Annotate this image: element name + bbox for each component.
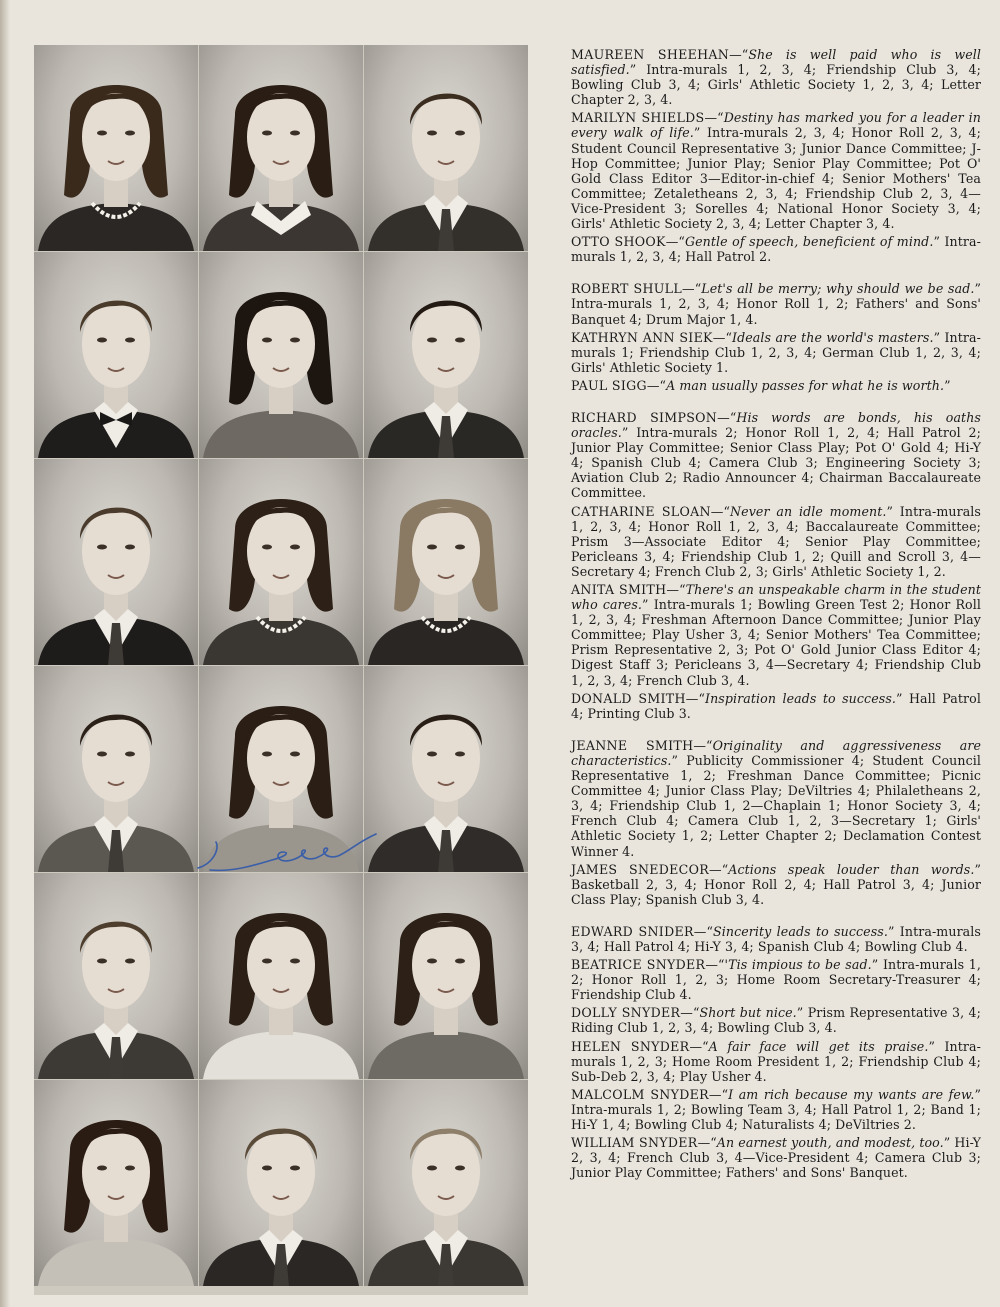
student-quote: There's an unspeakable charm in the student who cares. [571, 582, 981, 613]
student-quote: She is well paid who is well satisfied. [571, 47, 982, 78]
student-quote: Ideals are the world's masters. [732, 329, 934, 345]
student-activities: Intra-murals 2; Honor Roll 1, 2, 4; Hall Patrol 2; Junior Play Committee; Senior Class Play; Pot O' Gold 4; Hi-Y 4; Spanish Club 4; Camera Club 3; Engineering Society 3; Aviation Club 2; Radio Announcer 4; Chairman Baccalaureate Committee. [571, 425, 981, 501]
student-quote: Inspiration leads to success. [705, 690, 896, 706]
student-name: ROBERT SHULL [571, 281, 683, 297]
student-activities: Intra-murals 1; Friendship Club 1, 2, 3, 4; German Club 1, 2, 3, 4; Girls' Athletic Society 1. [571, 329, 981, 375]
female-portrait [34, 1080, 198, 1286]
male-portrait [34, 873, 198, 1079]
student-activities: Basketball 2, 3, 4; Honor Roll 2, 4; Hall Patrol 3, 4; Junior Class Play; Spanish Club 3, 4. [571, 876, 981, 907]
senior-entry: WILLIAM SNYDER—“An earnest youth, and modest, too.” Hi-Y 2, 3, 4; French Club 3, 4—Vice-President 4; Camera Club 3; Junior Play Committee; Fathers' and Sons' Banquet. [571, 1135, 981, 1181]
male-portrait [34, 252, 198, 458]
senior-entry: JAMES SNEDECOR—“Actions speak louder than words.” Basketball 2, 3, 4; Honor Roll 2, 4; Hall Patrol 3, 4; Junior Class Play; Spanish Club 3, 4. [571, 861, 981, 907]
student-name: MAUREEN SHEEHAN [571, 47, 730, 62]
student-quote: I am rich because my wants are few. [728, 1086, 975, 1102]
student-activities: Intra-murals 1; Bowling Green Test 2; Honor Roll 1, 2, 3, 4; Freshman Afternoon Dance Committee; Junior Play Committee; Play Usher 3, 4; Senior Mothers' Tea Committee; Prism Representative 2, 3; Pot O' Gold Junior Class Editor 4; Digest Staff 3; Pericleans 3, 4—Secretary 4; Friendship Club 1, 2, 3, 4; French Club 3, 4. [571, 597, 981, 688]
senior-entry: MARILYN SHIELDS—“Destiny has marked you for a leader in every walk of life.” Intra-murals 2, 3, 4; Honor Roll 2, 3, 4; Student Council Representative 3; Junior Dance Committee; J-Hop Committee; Junior Play; Senior Play Committee; Pot O' Gold Class Editor 3—Editor-in-chief 4; Senior Mothers' Tea Committee; Zetaletheans 2, 3, 4; Friendship Club 2, 3, 4—Vice-President 3; Sorelles 4; National Honor Society 3, 4; Girls' Athletic Society 2, 3, 4; Letter Chapter 3, 4. [571, 110, 981, 232]
student-quote: Actions speak louder than words. [728, 861, 975, 877]
male-portrait [364, 666, 528, 872]
student-activities: Intra-murals 1, 2, 3, 4; Hall Patrol 2. [571, 234, 981, 265]
student-name: MARILYN SHIELDS [571, 110, 705, 126]
female-portrait [199, 252, 363, 458]
male-portrait [34, 459, 198, 665]
senior-entry: JEANNE SMITH—“Originality and aggressiveness are characteristics.” Publicity Commissioner 4; Student Council Representative 1, 2; Freshman Dance Committee; Picnic Committee 4; Junior Class Play; DeViltries 4; Philaletheans 2, 3, 4; Friendship Club 1, 2—Chaplain 1; Honor Society 3, 4; French Club 4; Camera Club 1, 2, 3—Secretary 1; Girls' Athletic Society 1, 2; Letter Chapter 2; Declamation Contest Winner 4. [571, 737, 981, 859]
female-portrait [364, 459, 528, 665]
student-activities: Intra-murals 1, 2; Bowling Team 3, 4; Hall Patrol 1, 2; Band 1; Hi-Y 1, 4; Bowling Club 4; Naturalists 4; DeViltries 2. [571, 1101, 981, 1132]
student-activities: Publicity Commissioner 4; Student Council Representative 1, 2; Freshman Dance Committee; Picnic Committee 4; Junior Class Play; DeViltries 4; Philaletheans 2, 3, 4; Friendship Club 1, 2—Chaplain 1; Honor Society 3, 4; French Club 4; Camera Club 1, 2, 3—Secretary 1; Girls' Athletic Society 1, 2; Letter Chapter 2; Declamation Contest Winner 4. [571, 752, 981, 859]
male-portrait [364, 1080, 528, 1286]
senior-entry: ROBERT SHULL—“Let's all be merry; why should we be sad.” Intra-murals 1, 2, 3, 4; Honor Roll 1, 2; Fathers' and Sons' Banquet 4; Drum Major 1, 4. [571, 281, 982, 327]
page-binding-edge [0, 0, 10, 1307]
student-quote: 'Tis impious to be sad. [724, 957, 872, 973]
student-name: KATHRYN ANN SIEK [571, 329, 713, 345]
senior-entries-column [571, 47, 981, 1183]
student-quote: His words are bonds, his oaths oracles. [571, 409, 981, 441]
portrait-grid [34, 45, 528, 1295]
senior-entry: HELEN SNYDER—“A fair face will get its praise.” Intra-murals 1, 2, 3; Home Room President 1, 2; Friendship Club 4; Sub-Deb 2, 3, 4; Play Usher 4. [571, 1038, 981, 1084]
student-name: DOLLY SNYDER [571, 1005, 681, 1021]
senior-entry: BEATRICE SNYDER—“'Tis impious to be sad.” Intra-murals 1, 2; Honor Roll 1, 2, 3; Home Room Secretary-Treasurer 4; Friendship Club 4. [571, 957, 981, 1003]
student-name: CATHARINE SLOAN [571, 503, 711, 519]
male-portrait [199, 1080, 363, 1286]
senior-entry: RICHARD SIMPSON—“His words are bonds, his oaths oracles.” Intra-murals 2; Honor Roll 1, 2, 4; Hall Patrol 2; Junior Play Committee; Senior Class Play; Pot O' Gold 4; Hi-Y 4; Spanish Club 4; Camera Club 3; Engineering Society 3; Aviation Club 2; Radio Announcer 4; Chairman Baccalaureate Committee. [571, 409, 981, 501]
student-name: ANITA SMITH [571, 582, 667, 597]
student-quote: An earnest youth, and modest, too. [716, 1135, 944, 1151]
student-name: MALCOLM SNYDER [571, 1086, 709, 1102]
female-portrait [199, 666, 363, 872]
student-activities: Hall Patrol 4; Printing Club 3. [571, 690, 981, 721]
female-portrait [364, 873, 528, 1079]
student-quote: Destiny has marked you for a leader in every walk of life. [571, 110, 981, 141]
senior-entry: KATHRYN ANN SIEK—“Ideals are the world's masters.” Intra-murals 1; Friendship Club 1, 2, 3, 4; German Club 1, 2, 3, 4; Girls' Athletic Society 1. [571, 329, 981, 375]
student-activities: Intra-murals 3, 4; Hall Patrol 4; Hi-Y 3, 4; Spanish Club 4; Bowling Club 4. [571, 923, 981, 954]
student-quote: Gentle of speech, beneficient of mind. [684, 234, 934, 250]
student-name: WILLIAM SNYDER [571, 1135, 698, 1151]
senior-entry: ANITA SMITH—“There's an unspeakable charm in the student who cares.” Intra-murals 1; Bowling Green Test 2; Honor Roll 1, 2, 3, 4; Freshman Afternoon Dance Committee; Junior Play Committee; Play Usher 3, 4; Senior Mothers' Tea Committee; Prism Representative 2, 3; Pot O' Gold Junior Class Editor 4; Digest Staff 3; Pericleans 3, 4—Secretary 4; Friendship Club 1, 2, 3, 4; French Club 3, 4. [571, 582, 981, 688]
student-activities: Hi-Y 2, 3, 4; French Club 3, 4—Vice-President 4; Camera Club 3; Junior Play Committee; Fathers' and Sons' Banquet. [571, 1135, 981, 1181]
female-portrait [199, 45, 363, 251]
senior-entry: MALCOLM SNYDER—“I am rich because my wants are few.” Intra-murals 1, 2; Bowling Team 3, 4; Hall Patrol 1, 2; Band 1; Hi-Y 1, 4; Bowling Club 4; Naturalists 4; DeViltries 2. [571, 1086, 982, 1132]
student-name: HELEN SNYDER [571, 1038, 690, 1054]
student-activities: Prism Representative 3, 4; Riding Club 1, 2, 3, 4; Bowling Club 3, 4. [571, 1005, 981, 1036]
senior-entry: CATHARINE SLOAN—“Never an idle moment.” Intra-murals 1, 2, 3, 4; Honor Roll 1, 2, 3, 4; Baccalaureate Committee; Prism 3—Associate Editor 4; Senior Play Committee; Pericleans 3, 4; Friendship Club 1, 2; Quill and Scroll 3, 4—Secretary 4; French Club 2, 3; Girls' Athletic Society 1, 2. [571, 503, 981, 579]
student-quote: Sincerity leads to success. [713, 923, 888, 939]
student-name: OTTO SHOOK [571, 234, 666, 250]
male-portrait [34, 666, 198, 872]
student-name: JEANNE SMITH [571, 737, 694, 753]
student-name: BEATRICE SNYDER [571, 957, 706, 973]
student-name: JAMES SNEDECOR [571, 861, 710, 877]
student-quote: Let's all be merry; why should we be sad. [701, 281, 975, 297]
senior-entry: OTTO SHOOK—“Gentle of speech, beneficient of mind.” Intra-murals 1, 2, 3, 4; Hall Patrol 2. [571, 234, 981, 265]
male-portrait [364, 45, 528, 251]
female-portrait [199, 459, 363, 665]
senior-entry: DOLLY SNYDER—“Short but nice.” Prism Representative 3, 4; Riding Club 1, 2, 3, 4; Bowling Club 3, 4. [571, 1005, 981, 1036]
student-activities: Intra-murals 1, 2, 3, 4; Honor Roll 1, 2; Fathers' and Sons' Banquet 4; Drum Major 1, 4. [571, 296, 981, 327]
senior-entry: MAUREEN SHEEHAN—“She is well paid who is well satisfied.” Intra-murals 1, 2, 3, 4; Friendship Club 3, 4; Bowling Club 3, 4; Girls' Athletic Society 1, 2, 3, 4; Letter Chapter 2, 3, 4. [571, 47, 982, 108]
student-name: PAUL SIGG [571, 377, 647, 393]
student-activities: Intra-murals 1, 2, 3, 4; Honor Roll 1, 2, 3, 4; Baccalaureate Committee; Prism 3—Associate Editor 4; Senior Play Committee; Pericleans 3, 4; Friendship Club 1, 2; Quill and Scroll 3, 4—Secretary 4; French Club 2, 3; Girls' Athletic Society 1, 2. [571, 503, 981, 579]
female-portrait [34, 45, 198, 251]
student-name: EDWARD SNIDER [571, 923, 694, 939]
student-quote: A man usually passes for what he is worth. [666, 377, 945, 393]
student-activities: Intra-murals 1, 2; Honor Roll 1, 2, 3; Home Room Secretary-Treasurer 4; Friendship Club 4. [571, 957, 981, 1003]
student-quote: A fair face will get its praise. [708, 1038, 929, 1054]
student-activities: Intra-murals 2, 3, 4; Honor Roll 2, 3, 4; Student Council Representative 3; Junior Dance Committee; J-Hop Committee; Junior Play; Senior Play Committee; Pot O' Gold Class Editor 3—Editor-in-chief 4; Senior Mothers' Tea Committee; Zetaletheans 2, 3, 4; Friendship Club 2, 3, 4—Vice-President 3; Sorelles 4; National Honor Society 3, 4; Girls' Athletic Society 2, 3, 4; Letter Chapter 3, 4. [571, 125, 981, 232]
female-portrait [199, 873, 363, 1079]
student-name: DONALD SMITH [571, 690, 686, 706]
male-portrait [364, 252, 528, 458]
student-name: RICHARD SIMPSON [571, 409, 718, 425]
student-quote: Never an idle moment. [730, 503, 887, 519]
student-activities: Intra-murals 1, 2, 3, 4; Friendship Club 3, 4; Bowling Club 3, 4; Girls' Athletic Society 1, 2, 3, 4; Letter Chapter 2, 3, 4. [571, 62, 981, 108]
senior-entry: EDWARD SNIDER—“Sincerity leads to success.” Intra-murals 3, 4; Hall Patrol 4; Hi-Y 3, 4; Spanish Club 4; Bowling Club 4. [571, 923, 981, 954]
senior-entry: PAUL SIGG—“A man usually passes for what he is worth.” [571, 377, 951, 393]
student-activities: Intra-murals 1, 2, 3; Home Room President 1, 2; Friendship Club 4; Sub-Deb 2, 3, 4; Play Usher 4. [571, 1038, 981, 1084]
student-quote: Originality and aggressiveness are characteristics. [571, 737, 981, 768]
student-quote: Short but nice. [699, 1005, 797, 1021]
senior-entry: DONALD SMITH—“Inspiration leads to success.” Hall Patrol 4; Printing Club 3. [571, 690, 981, 721]
